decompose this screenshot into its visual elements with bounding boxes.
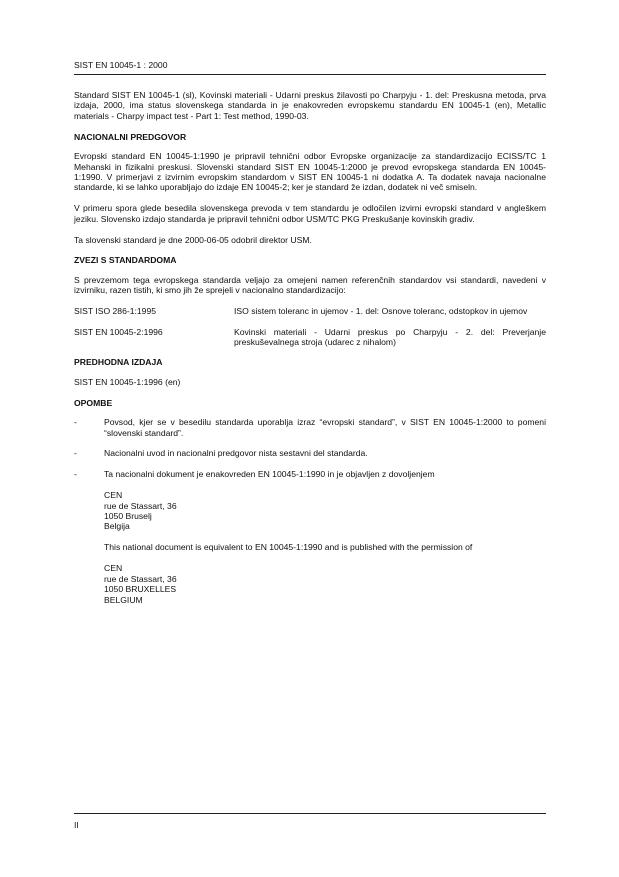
address-line: Belgija <box>104 521 130 532</box>
national-foreword-heading: NACIONALNI PREDGOVOR <box>74 131 187 142</box>
cen-address-en <box>104 563 546 605</box>
note-bullet: - <box>74 417 77 428</box>
note-item <box>74 469 546 615</box>
address-line: rue de Stassart, 36 <box>104 573 177 584</box>
notes-heading: OPOMBE <box>74 397 113 408</box>
note-item <box>74 417 546 438</box>
document-body <box>74 90 546 626</box>
intro-paragraph: Standard SIST EN 10045-1 (sl), Kovinski materiali - Udarni preskus žilavosti po Charpyju - 1. del: Preskusna metoda, prva izdaja, 2000, ima status slovenskega standarda in je enakovreden evropskemu standardu EN 10045-1 (en), Metallic materials - Charpy impact test - Part 1: Test method, 1990-03. <box>74 90 546 121</box>
foreword-paragraph: Ta slovenski standard je dne 2000-06-05 odobril direktor USM. <box>74 234 312 245</box>
note-text <box>104 469 546 615</box>
header-rule <box>74 74 546 75</box>
footer-rule <box>74 813 546 814</box>
foreword-paragraph: V primeru spora glede besedila slovenskega prevoda v tem standardu je odločilen izvirni evropski standard v angleškem jeziku. Slovensko izdajo standarda je pripravil tehnični odbor USM/TC PKG Preskušanje kovinskih gradiv. <box>74 203 546 224</box>
address-line: CEN <box>104 490 123 501</box>
cen-address-si <box>104 490 546 532</box>
address-line: 1050 BRUXELLES <box>104 584 177 595</box>
permission-statement-en: This national document is equivalent to EN 10045-1:1990 and is published with the permission of <box>104 542 473 553</box>
reference-title: Kovinski materiali - Udarni preskus po Charpyju - 2. del: Preverjanje preskuševalnega stroja (udarec z nihalom) <box>234 326 546 347</box>
reference-title: ISO sistem toleranc in ujemov - 1. del: Osnove toleranc, odstopkov in ujemov <box>234 306 528 317</box>
reference-row <box>74 306 546 316</box>
page-header <box>74 60 546 70</box>
reference-code: SIST ISO 286-1:1995 <box>74 306 157 317</box>
note-bullet: - <box>74 448 77 459</box>
note-text: Nacionalni uvod in nacionalni predgovor nista sestavni del standarda. <box>104 448 368 459</box>
note-bullet: - <box>74 469 77 480</box>
page-number: II <box>74 820 79 830</box>
reference-code: SIST EN 10045-2:1996 <box>74 326 163 337</box>
document-code: SIST EN 10045-1 : 2000 <box>74 60 168 70</box>
foreword-paragraph: Evropski standard EN 10045-1:1990 je pripravil tehnični odbor Evropske organizacije za standardizacijo ECISS/TC 1 Mehanski in fizikalni preskusi. Slovenski standard SIST EN 10045-1:2000 je prevod evropskega standarda EN 10045-1:1990. V primerjavi z izvirnim evropskim standardom v SIST EN 10045-1 ni dodatka A. Ta dodatek navaja nacionalne standarde, ki se lahko uporabljajo do izdaje EN 10045-2; ker je standard že izdan, dodatek ni več smiseln. <box>74 151 546 193</box>
note-text: Povsod, kjer se v besedilu standarda uporablja izraz “evropski standard”, v SIST EN 10045-1:2000 to pomeni “slovenski standard”. <box>104 417 546 438</box>
reference-row <box>74 327 546 348</box>
address-line: 1050 Bruselj <box>104 511 152 522</box>
note-item <box>74 448 546 458</box>
previous-edition-text: SIST EN 10045-1:1996 (en) <box>74 376 181 387</box>
references-heading: ZVEZI S STANDARDOMA <box>74 255 177 266</box>
address-line: BELGIUM <box>104 594 143 605</box>
references-intro: S prevzemom tega evropskega standarda veljajo za omejeni namen referenčnih standardov vsi standardi, navedeni v izvirniku, razen tistih, ki smo jih že sprejeli v nacionalno standardizacijo: <box>74 274 546 296</box>
address-line: rue de Stassart, 36 <box>104 500 177 511</box>
permission-statement-si: Ta nacionalni dokument je enakovreden EN 10045-1:1990 in je objavljen z dovoljenjem <box>104 469 435 480</box>
address-line: CEN <box>104 563 123 574</box>
previous-edition-heading: PREDHODNA IZDAJA <box>74 357 163 368</box>
